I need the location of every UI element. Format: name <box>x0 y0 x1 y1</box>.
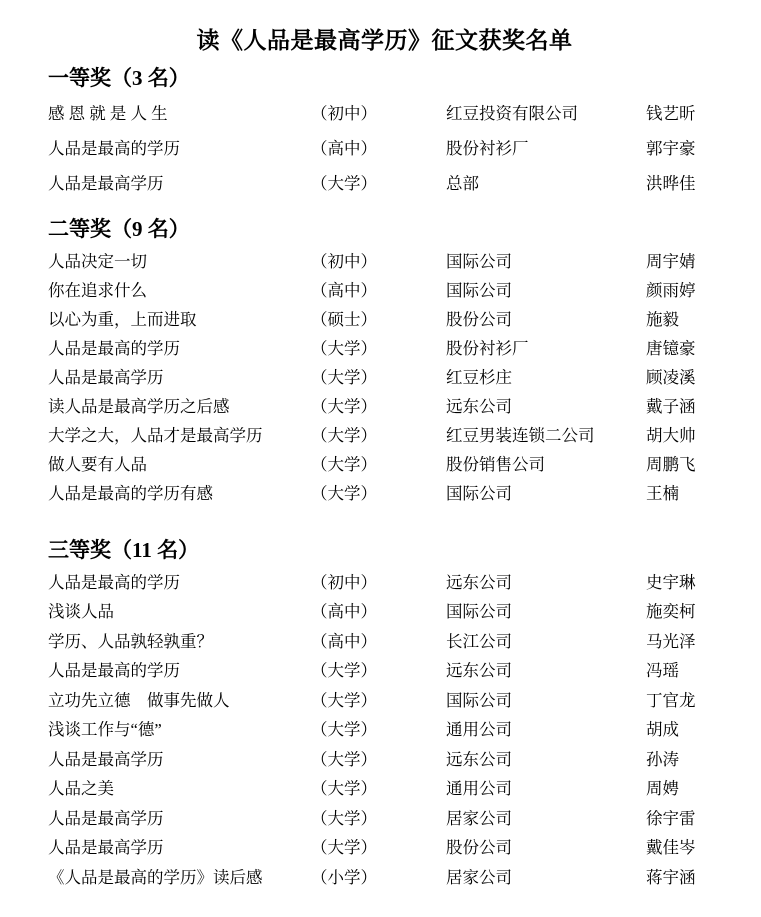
section-header: 二等奖（9 名） <box>48 217 190 241</box>
organization: 股份公司 <box>446 838 512 858</box>
winner-name: 洪晔佳 <box>646 173 696 193</box>
winner-name: 钱艺昕 <box>646 103 696 123</box>
education-level: （大学） <box>311 838 377 858</box>
award-row <box>48 802 721 832</box>
essay-title: 做人要有人品 <box>48 454 147 474</box>
award-row <box>48 245 721 274</box>
winner-name: 戴子涵 <box>646 396 696 416</box>
winner-name: 史宇琳 <box>646 572 696 592</box>
award-section <box>48 215 721 506</box>
essay-title: 以心为重，上而进取 <box>48 309 197 329</box>
organization: 国际公司 <box>446 690 512 710</box>
organization: 长江公司 <box>446 631 512 651</box>
award-row <box>48 477 721 506</box>
organization: 通用公司 <box>446 779 512 799</box>
essay-title: 感 恩 就 是 人 生 <box>48 103 168 123</box>
education-level: （高中） <box>311 602 377 622</box>
award-row <box>48 419 721 448</box>
section-header: 三等奖（11 名） <box>48 538 200 562</box>
winner-name: 施奕柯 <box>646 602 696 622</box>
essay-title: 人品之美 <box>48 779 114 799</box>
education-level: （大学） <box>311 173 377 193</box>
winner-name: 施毅 <box>646 309 679 329</box>
education-level: （初中） <box>311 572 377 592</box>
winner-name: 周娉 <box>646 779 679 799</box>
winner-name: 丁官龙 <box>646 690 696 710</box>
winner-name: 王楠 <box>646 483 679 503</box>
essay-title: 浅谈人品 <box>48 602 114 622</box>
section-header: 一等奖（3 名） <box>48 66 190 90</box>
education-level: （大学） <box>311 779 377 799</box>
award-row <box>48 714 721 744</box>
winner-name: 蒋宇涵 <box>646 867 696 887</box>
award-row <box>48 743 721 773</box>
winner-name: 胡大帅 <box>646 425 696 445</box>
award-row <box>48 655 721 685</box>
essay-title: 浅谈工作与“德” <box>48 720 162 740</box>
award-row <box>48 625 721 655</box>
award-row <box>48 832 721 862</box>
education-level: （大学） <box>311 661 377 681</box>
organization: 通用公司 <box>446 720 512 740</box>
winner-name: 孙涛 <box>646 749 679 769</box>
award-row <box>48 94 721 129</box>
award-row <box>48 303 721 332</box>
section-rows <box>48 94 721 199</box>
award-row <box>48 861 721 891</box>
essay-title: 《人品是最高的学历》读后感 <box>48 867 263 887</box>
education-level: （大学） <box>311 720 377 740</box>
award-row <box>48 684 721 714</box>
award-row <box>48 448 721 477</box>
education-level: （高中） <box>311 280 377 300</box>
education-level: （小学） <box>311 867 377 887</box>
essay-title: 立功先立德 做事先做人 <box>48 690 230 710</box>
winner-name: 颜雨婷 <box>646 280 696 300</box>
organization: 总部 <box>446 173 479 193</box>
award-row <box>48 274 721 303</box>
organization: 国际公司 <box>446 251 512 271</box>
education-level: （大学） <box>311 338 377 358</box>
winner-name: 冯瑶 <box>646 661 679 681</box>
award-row <box>48 361 721 390</box>
award-row <box>48 129 721 164</box>
education-level: （大学） <box>311 425 377 445</box>
education-level: （大学） <box>311 483 377 503</box>
essay-title: 人品是最高的学历 <box>48 572 180 592</box>
winner-name: 胡成 <box>646 720 679 740</box>
organization: 居家公司 <box>446 867 512 887</box>
organization: 居家公司 <box>446 808 512 828</box>
essay-title: 你在追求什么 <box>48 280 147 300</box>
winner-name: 戴佳岑 <box>646 838 696 858</box>
award-row <box>48 773 721 803</box>
winner-name: 顾凌溪 <box>646 367 696 387</box>
essay-title: 人品是最高的学历有感 <box>48 483 213 503</box>
essay-title: 人品是最高的学历 <box>48 338 180 358</box>
education-level: （大学） <box>311 396 377 416</box>
essay-title: 人品是最高的学历 <box>48 661 180 681</box>
essay-title: 学历、人品孰轻孰重？ <box>48 631 213 651</box>
organization: 远东公司 <box>446 661 512 681</box>
education-level: （大学） <box>311 690 377 710</box>
organization: 红豆杉庄 <box>446 367 512 387</box>
sections-container <box>48 64 721 891</box>
organization: 红豆投资有限公司 <box>446 103 578 123</box>
education-level: （大学） <box>311 749 377 769</box>
organization: 远东公司 <box>446 749 512 769</box>
education-level: （初中） <box>311 103 377 123</box>
essay-title: 大学之大，人品才是最高学历 <box>48 425 263 445</box>
essay-title: 人品决定一切 <box>48 251 147 271</box>
winner-name: 唐镱豪 <box>646 338 696 358</box>
winner-name: 郭宇豪 <box>646 138 696 158</box>
education-level: （大学） <box>311 454 377 474</box>
education-level: （大学） <box>311 808 377 828</box>
award-row <box>48 596 721 626</box>
winner-name: 徐宇雷 <box>646 808 696 828</box>
organization: 国际公司 <box>446 602 512 622</box>
award-row <box>48 164 721 199</box>
essay-title: 人品是最高学历 <box>48 808 164 828</box>
award-section <box>48 64 721 199</box>
organization: 股份衬衫厂 <box>446 138 529 158</box>
organization: 股份销售公司 <box>446 454 545 474</box>
essay-title: 人品是最高学历 <box>48 749 164 769</box>
winner-name: 周鹏飞 <box>646 454 696 474</box>
essay-title: 人品是最高学历 <box>48 173 164 193</box>
organization: 远东公司 <box>446 396 512 416</box>
essay-title: 人品是最高的学历 <box>48 138 180 158</box>
award-section <box>48 536 721 891</box>
award-row <box>48 332 721 361</box>
education-level: （硕士） <box>311 309 377 329</box>
essay-title: 人品是最高学历 <box>48 838 164 858</box>
organization: 股份衬衫厂 <box>446 338 529 358</box>
essay-title: 读人品是最高学历之后感 <box>48 396 230 416</box>
section-rows <box>48 566 721 891</box>
winner-name: 马光泽 <box>646 631 696 651</box>
organization: 国际公司 <box>446 280 512 300</box>
organization: 国际公司 <box>446 483 512 503</box>
essay-title: 人品是最高学历 <box>48 367 164 387</box>
organization: 股份公司 <box>446 309 512 329</box>
document-title: 读《人品是最高学历》征文获奖名单 <box>196 28 573 53</box>
education-level: （大学） <box>311 367 377 387</box>
education-level: （高中） <box>311 138 377 158</box>
education-level: （高中） <box>311 631 377 651</box>
award-row <box>48 566 721 596</box>
award-row <box>48 390 721 419</box>
organization: 红豆男装连锁二公司 <box>446 425 595 445</box>
winner-name: 周宇婧 <box>646 251 696 271</box>
education-level: （初中） <box>311 251 377 271</box>
organization: 远东公司 <box>446 572 512 592</box>
section-rows <box>48 245 721 506</box>
